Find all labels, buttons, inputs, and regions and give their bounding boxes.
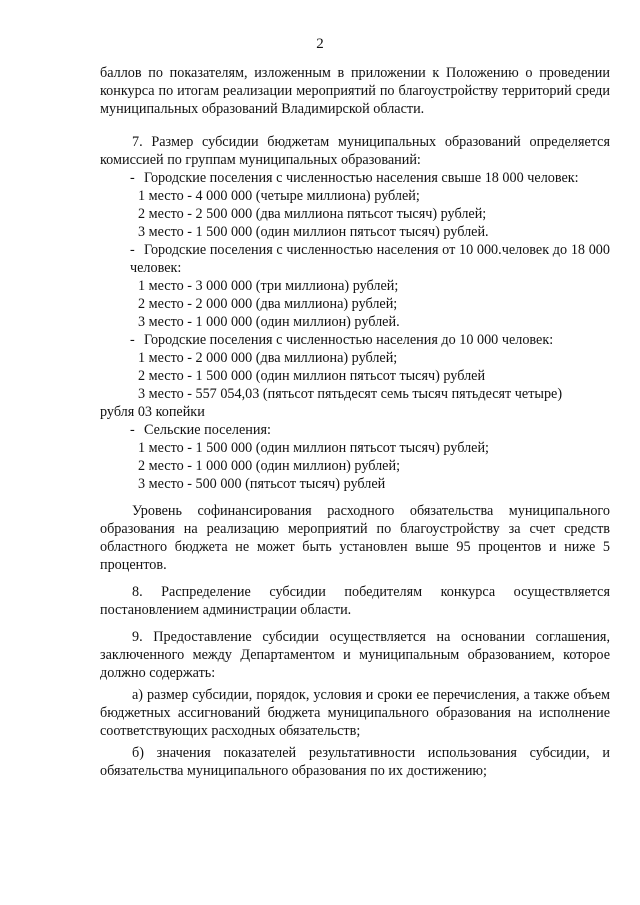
section-9-item-a: а) размер субсидии, порядок, условия и сроки ее перечисления, а также объем бюджетных ассигнований бюджета муниципального образования на исполнение соответствующих расходных обязательств; [100,687,610,739]
places-list [100,187,610,241]
place-item: 3 место - 1 000 000 (один миллион) рублей. [138,314,400,330]
place-item: 1 место - 1 500 000 (один миллион пятьсот тысяч) рублей; [138,440,489,456]
intro-paragraph: баллов по показателям, изложенным в приложении к Положению о проведении конкурса по итогам реализации мероприятий по благоустройству территорий среди муниципальных образований Владимирской области. [100,65,610,117]
place-item: 2 место - 2 000 000 (два миллиона) рублей; [138,296,398,312]
place-item: 2 место - 2 500 000 (два миллиона пятьсот тысяч) рублей; [138,206,487,222]
place-item: 1 место - 3 000 000 (три миллиона) рублей; [138,278,399,294]
group-title: - Городские поселения с численностью населения до 10 000 человек: [130,332,554,348]
place-item: 1 место - 2 000 000 (два миллиона) рублей; [138,350,398,366]
places-list [100,349,610,403]
section-7-text: 7. Размер субсидии бюджетам муниципальных образований определяется комиссией по группам муниципальных образований: [100,134,610,168]
group-title: - Городские поселения с численностью населения свыше 18 000 человек: [130,170,579,186]
section-9-item-b: б) значения показателей результативности использования субсидии, и обязательства муниципального образования по их достижению; [100,745,610,779]
place-item: 2 место - 1 500 000 (один миллион пятьсот тысяч) рублей [138,368,486,384]
places-list [100,277,610,331]
place-item: 1 место - 4 000 000 (четыре миллиона) рублей; [138,188,420,204]
section-9-text: 9. Предоставление субсидии осуществляется на основании соглашения, заключенного между Департаментом и муниципальным образованием, которое должно содержать: [100,629,610,681]
place-item: 3 место - 500 000 (пятьсот тысяч) рублей [138,476,386,492]
place-item: 2 место - 1 000 000 (один миллион) рублей; [138,458,401,474]
places-list [100,439,610,493]
group-title: - Городские поселения с численностью населения от 10 000.человек до 18 000 человек: [130,242,610,276]
place-item-continuation: рубля 03 копейки [100,404,205,420]
place-item: 3 место - 1 500 000 (один миллион пятьсот тысяч) рублей. [138,224,489,240]
cofinancing-paragraph: Уровень софинансирования расходного обязательства муниципального образования на реализацию мероприятий по благоустройству за счет средств областного бюджета не может быть установлен выше 95 процентов и ниже 5 процентов. [100,503,610,573]
section-8-text: 8. Распределение субсидии победителям конкурса осуществляется постановлением администрации области. [100,584,610,618]
group-title: - Сельские поселения: [130,422,271,438]
place-item: 3 место - 557 054,03 (пятьсот пятьдесят семь тысяч пятьдесят четыре) [138,386,563,402]
document-body [100,64,610,780]
page-number: 2 [316,36,324,52]
